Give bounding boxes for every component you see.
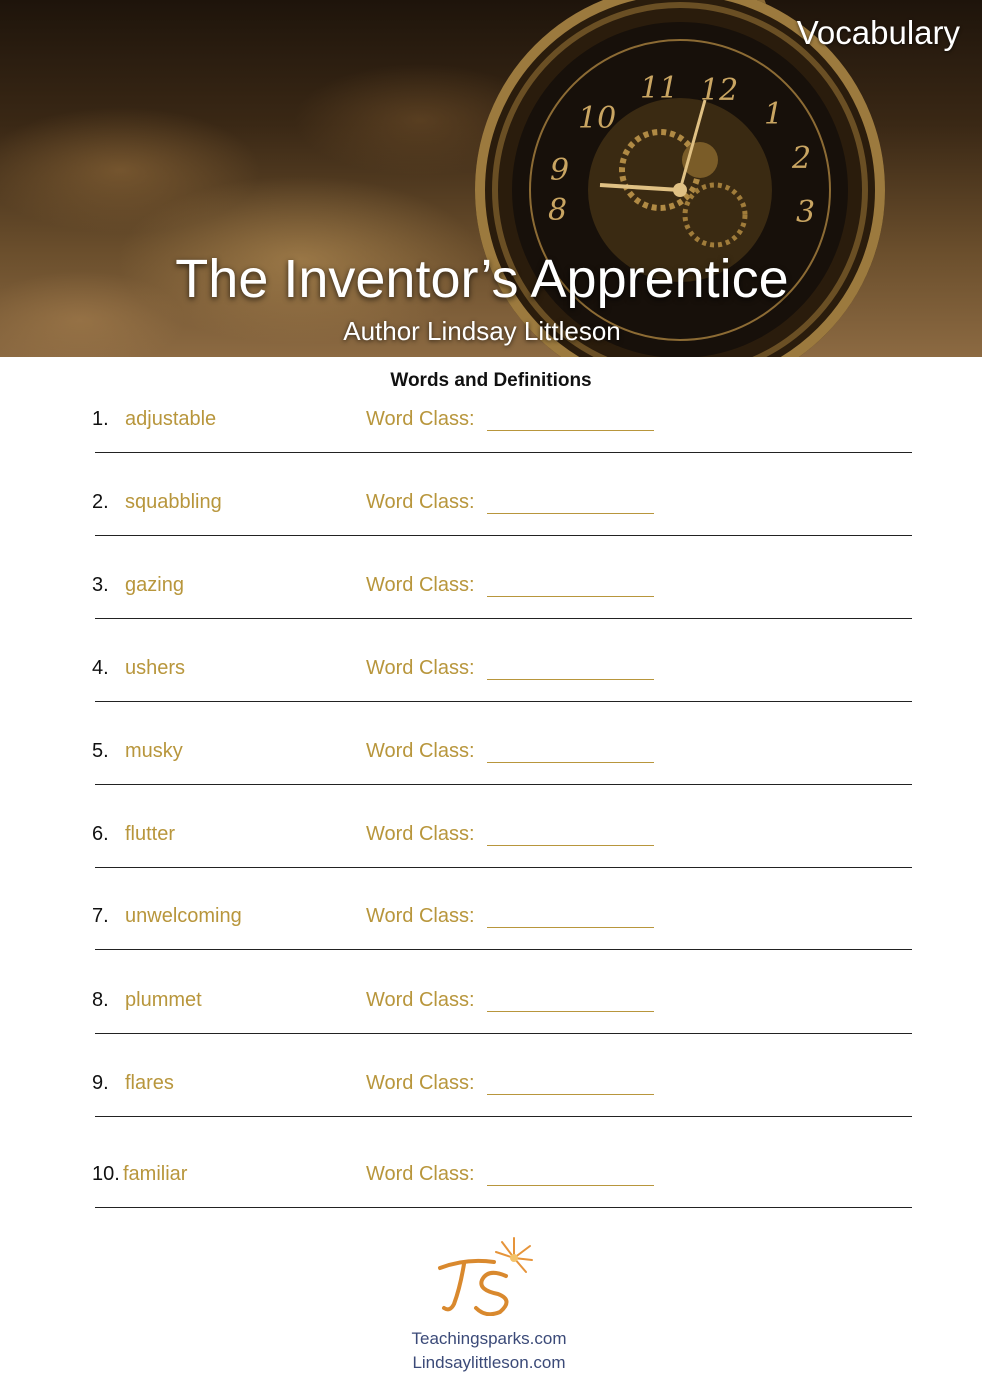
footer-link-lindsaylittleson[interactable]: Lindsaylittleson.com — [412, 1353, 566, 1372]
word-class-label: Word Class: — [366, 491, 475, 513]
definition-line[interactable] — [95, 535, 912, 536]
vocab-word: flutter — [125, 823, 176, 845]
header-banner — [0, 0, 982, 357]
vocab-entry — [0, 574, 982, 634]
vocab-entry — [0, 1163, 982, 1223]
entry-number: 4. — [92, 657, 109, 679]
vocab-word: musky — [125, 740, 183, 762]
svg-text:11: 11 — [640, 71, 679, 106]
ts-sparkle-logo-icon — [436, 1232, 536, 1316]
vocab-word: squabbling — [125, 491, 222, 513]
vocab-entry — [0, 740, 982, 800]
svg-text:3: 3 — [796, 195, 816, 230]
svg-text:9: 9 — [550, 153, 570, 188]
word-class-blank[interactable] — [487, 679, 654, 680]
vocab-entry — [0, 823, 982, 883]
svg-text:10: 10 — [578, 101, 617, 136]
svg-text:1: 1 — [764, 97, 784, 132]
word-class-blank[interactable] — [487, 1185, 654, 1186]
entry-number: 2. — [92, 491, 109, 513]
word-class-blank[interactable] — [487, 430, 654, 431]
entry-number: 5. — [92, 740, 109, 762]
author-line: Author Lindsay Littleson — [343, 316, 621, 346]
word-class-blank[interactable] — [487, 845, 654, 846]
svg-text:12: 12 — [700, 73, 739, 108]
word-class-blank[interactable] — [487, 1011, 654, 1012]
vocab-word: flares — [125, 1072, 174, 1094]
word-class-label: Word Class: — [366, 1163, 475, 1185]
definition-line[interactable] — [95, 867, 912, 868]
footer-link-teachingsparks[interactable]: Teachingsparks.com — [411, 1329, 567, 1348]
vocab-word: adjustable — [125, 408, 217, 430]
worksheet-tag: Vocabulary — [796, 14, 960, 51]
vocab-word: plummet — [125, 989, 202, 1011]
entry-number: 7. — [92, 905, 109, 927]
entry-number: 6. — [92, 823, 109, 845]
entry-number: 3. — [92, 574, 109, 596]
word-class-blank[interactable] — [487, 513, 654, 514]
svg-text:8: 8 — [548, 193, 568, 228]
vocab-entry — [0, 491, 982, 551]
word-class-label: Word Class: — [366, 1072, 475, 1094]
vocab-word: ushers — [125, 657, 186, 679]
word-class-label: Word Class: — [366, 989, 475, 1011]
vocab-entry — [0, 989, 982, 1049]
vocab-word: familiar — [123, 1163, 188, 1185]
entry-number: 10. — [92, 1163, 120, 1185]
definition-line[interactable] — [95, 452, 912, 453]
definition-line[interactable] — [95, 701, 912, 702]
vocab-word: unwelcoming — [125, 905, 242, 927]
vocab-entry — [0, 1072, 982, 1132]
word-class-blank[interactable] — [487, 1094, 654, 1095]
word-class-blank[interactable] — [487, 762, 654, 763]
word-class-label: Word Class: — [366, 740, 475, 762]
vocab-word: gazing — [125, 574, 184, 596]
svg-text:2: 2 — [792, 141, 812, 176]
word-class-label: Word Class: — [366, 905, 475, 927]
word-class-blank[interactable] — [487, 927, 654, 928]
word-class-label: Word Class: — [366, 574, 475, 596]
definition-line[interactable] — [95, 618, 912, 619]
word-class-blank[interactable] — [487, 596, 654, 597]
definition-line[interactable] — [95, 1207, 912, 1208]
book-title: The Inventor’s Apprentice — [175, 249, 789, 309]
definition-line[interactable] — [95, 949, 912, 950]
section-heading: Words and Definitions — [390, 370, 592, 391]
word-class-label: Word Class: — [366, 823, 475, 845]
entry-number: 8. — [92, 989, 109, 1011]
definition-line[interactable] — [95, 784, 912, 785]
entry-number: 9. — [92, 1072, 109, 1094]
entry-number: 1. — [92, 408, 109, 430]
word-class-label: Word Class: — [366, 657, 475, 679]
definition-line[interactable] — [95, 1033, 912, 1034]
word-class-label: Word Class: — [366, 408, 475, 430]
vocab-entry — [0, 905, 982, 965]
definition-line[interactable] — [95, 1116, 912, 1117]
vocab-entry — [0, 657, 982, 717]
vocab-entry — [0, 408, 982, 468]
